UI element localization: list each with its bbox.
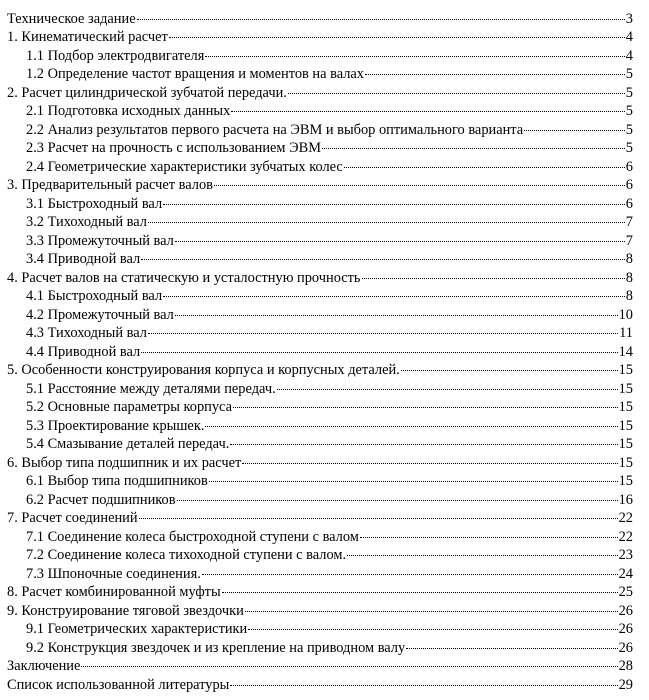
toc-entry-page-number: 11 [619, 325, 633, 341]
toc-dot-leader [138, 504, 619, 523]
toc-dot-leader [523, 115, 626, 134]
toc-entry-page-number: 22 [618, 528, 633, 545]
toc-entry-title: Список использованной литературы [7, 676, 230, 693]
toc-dot-leader [176, 485, 619, 504]
toc-entry-page-number: 28 [618, 658, 633, 674]
toc-entry-page-number: 23 [618, 547, 633, 563]
toc-entry-title: 9. Конструирование тяговой звездочки [7, 602, 244, 619]
toc-dot-leader [136, 4, 626, 23]
toc-dot-leader [244, 596, 619, 615]
toc-entry-title: 9.1 Геометрических характеристики [26, 621, 248, 637]
toc-entry-page-number: 14 [618, 343, 633, 360]
toc-entry-page-number: 7 [625, 214, 633, 230]
toc-entry-page-number: 15 [618, 399, 633, 415]
toc-entry-title: 5. Особенности конструирования корпуса и корпусных деталей. [7, 362, 400, 378]
toc-entry-title: 7. Расчет соединений [7, 510, 138, 526]
toc-dot-leader [201, 559, 619, 578]
toc-entry-page-number: 5 [625, 66, 633, 82]
toc-dot-leader [400, 356, 619, 375]
toc-dot-leader [147, 319, 619, 338]
toc-dot-leader [230, 97, 626, 116]
toc-entry-title: 7.3 Шпоночные соединения. [26, 565, 201, 582]
toc-dot-leader [287, 78, 626, 97]
toc-entry[interactable] [7, 652, 633, 674]
toc-entry-title: 2.3 Расчет на прочность с использованием ЭВМ [26, 140, 322, 156]
toc-entry[interactable] [7, 670, 633, 693]
toc-dot-leader [346, 541, 619, 560]
toc-entry-title: 5.4 Смазывание деталей передач. [26, 436, 230, 452]
toc-dot-leader [208, 467, 619, 486]
toc-dot-leader [229, 670, 618, 689]
toc-entry-title: 3. Предварительный расчет валов [7, 177, 213, 193]
toc-entry-page-number: 10 [618, 306, 633, 323]
toc-entry-page-number: 5 [625, 84, 633, 101]
toc-entry-page-number: 8 [625, 251, 633, 267]
toc-entry-page-number: 15 [618, 380, 633, 397]
toc-entry-title: 9.2 Конструкция звездочек и из крепление на приводном валу [26, 639, 406, 656]
toc-entry-title: 5.3 Проектирование крышек. [26, 417, 205, 434]
toc-entry-page-number: 6 [625, 158, 633, 175]
toc-entry-page-number: 4 [625, 47, 633, 64]
toc-entry-title: 4.2 Промежуточный вал [26, 306, 174, 323]
toc-entry-title: Техническое задание [7, 10, 136, 27]
toc-entry-title: 2. Расчет цилиндрической зубчатой передачи. [7, 84, 287, 101]
toc-entry-page-number: 15 [618, 436, 633, 452]
toc-entry-title: 3.3 Промежуточный вал [26, 232, 174, 249]
toc-entry-title: 6. Выбор типа подшипник и их расчет [7, 454, 242, 471]
toc-entry-title: 2.4 Геометрические характеристики зубчатых колес [26, 158, 343, 175]
toc-dot-leader [140, 245, 626, 264]
toc-entry-page-number: 6 [625, 195, 633, 212]
table-of-contents [7, 4, 633, 693]
toc-entry-title: 1. Кинематический расчет [7, 29, 168, 45]
toc-entry-title: 5.2 Основные параметры корпуса [26, 399, 233, 415]
toc-entry-title: 4.1 Быстроходный вал [26, 288, 163, 304]
toc-entry-page-number: 3 [625, 10, 633, 27]
toc-entry-page-number: 15 [618, 473, 633, 489]
toc-entry-page-number: 8 [625, 288, 633, 304]
toc-entry-title: Заключение [7, 658, 81, 674]
toc-entry-title: 7.2 Соединение колеса тихоходной ступени с валом. [26, 547, 347, 563]
toc-dot-leader [405, 633, 618, 652]
toc-dot-leader [221, 578, 619, 597]
toc-dot-leader [204, 411, 618, 430]
toc-dot-leader [162, 189, 626, 208]
toc-dot-leader [213, 171, 626, 190]
toc-entry-page-number: 5 [625, 103, 633, 119]
toc-dot-leader [80, 652, 618, 671]
toc-entry-page-number: 8 [625, 269, 633, 286]
toc-entry[interactable] [7, 4, 633, 27]
toc-entry-title: 2.1 Подготовка исходных данных [26, 103, 231, 119]
toc-entry-page-number: 29 [618, 676, 633, 693]
toc-dot-leader [232, 393, 619, 412]
toc-dot-leader [241, 448, 618, 467]
toc-dot-leader [276, 374, 619, 393]
toc-entry-page-number: 26 [618, 639, 633, 656]
toc-entry-page-number: 15 [618, 362, 633, 378]
toc-dot-leader [204, 41, 625, 60]
toc-entry-page-number: 7 [625, 232, 633, 249]
toc-dot-leader [361, 263, 626, 282]
toc-entry-page-number: 5 [625, 140, 633, 156]
toc-dot-leader [140, 337, 618, 356]
toc-dot-leader [168, 23, 626, 42]
toc-entry-title: 4.3 Тихоходный вал [26, 325, 147, 341]
toc-entry-page-number: 5 [625, 121, 633, 138]
toc-entry-page-number: 15 [618, 454, 633, 471]
toc-entry-page-number: 4 [625, 29, 633, 45]
toc-entry-title: 4. Расчет валов на статическую и усталостную прочность [7, 269, 361, 286]
toc-entry-title: 6.1 Выбор типа подшипников [26, 473, 208, 489]
toc-entry-title: 3.4 Приводной вал [26, 251, 141, 267]
toc-entry-title: 2.2 Анализ результатов первого расчета на ЭВМ и выбор оптимального варианта [26, 121, 524, 138]
toc-entry-title: 3.1 Быстроходный вал [26, 195, 163, 212]
toc-entry-title: 4.4 Приводной вал [26, 343, 141, 360]
toc-entry-page-number: 26 [618, 602, 633, 619]
toc-entry-page-number: 24 [618, 565, 633, 582]
toc-dot-leader [174, 226, 626, 245]
toc-dot-leader [147, 208, 626, 227]
toc-dot-leader [343, 152, 626, 171]
toc-dot-leader [247, 615, 618, 634]
toc-dot-leader [364, 60, 626, 79]
toc-entry-title: 3.2 Тихоходный вал [26, 214, 147, 230]
toc-entry-page-number: 26 [618, 621, 633, 637]
toc-dot-leader [321, 134, 626, 153]
toc-entry-page-number: 6 [625, 177, 633, 193]
toc-dot-leader [229, 430, 618, 449]
toc-entry-page-number: 22 [618, 510, 633, 526]
toc-dot-leader [162, 282, 626, 301]
toc-entry-title: 1.1 Подбор электродвигателя [26, 47, 205, 64]
toc-entry-title: 5.1 Расстояние между деталями передач. [26, 380, 276, 397]
toc-entry-page-number: 15 [618, 417, 633, 434]
toc-dot-leader [174, 300, 619, 319]
toc-entry-title: 1.2 Определение частот вращения и моментов на валах [26, 66, 364, 82]
toc-entry-title: 8. Расчет комбинированной муфты [7, 584, 221, 600]
toc-entry-page-number: 16 [618, 491, 633, 508]
toc-entry-title: 7.1 Соединение колеса быстроходной ступени с валом [26, 528, 359, 545]
toc-dot-leader [359, 522, 619, 541]
toc-entry-page-number: 25 [618, 584, 633, 600]
toc-entry-title: 6.2 Расчет подшипников [26, 491, 176, 508]
